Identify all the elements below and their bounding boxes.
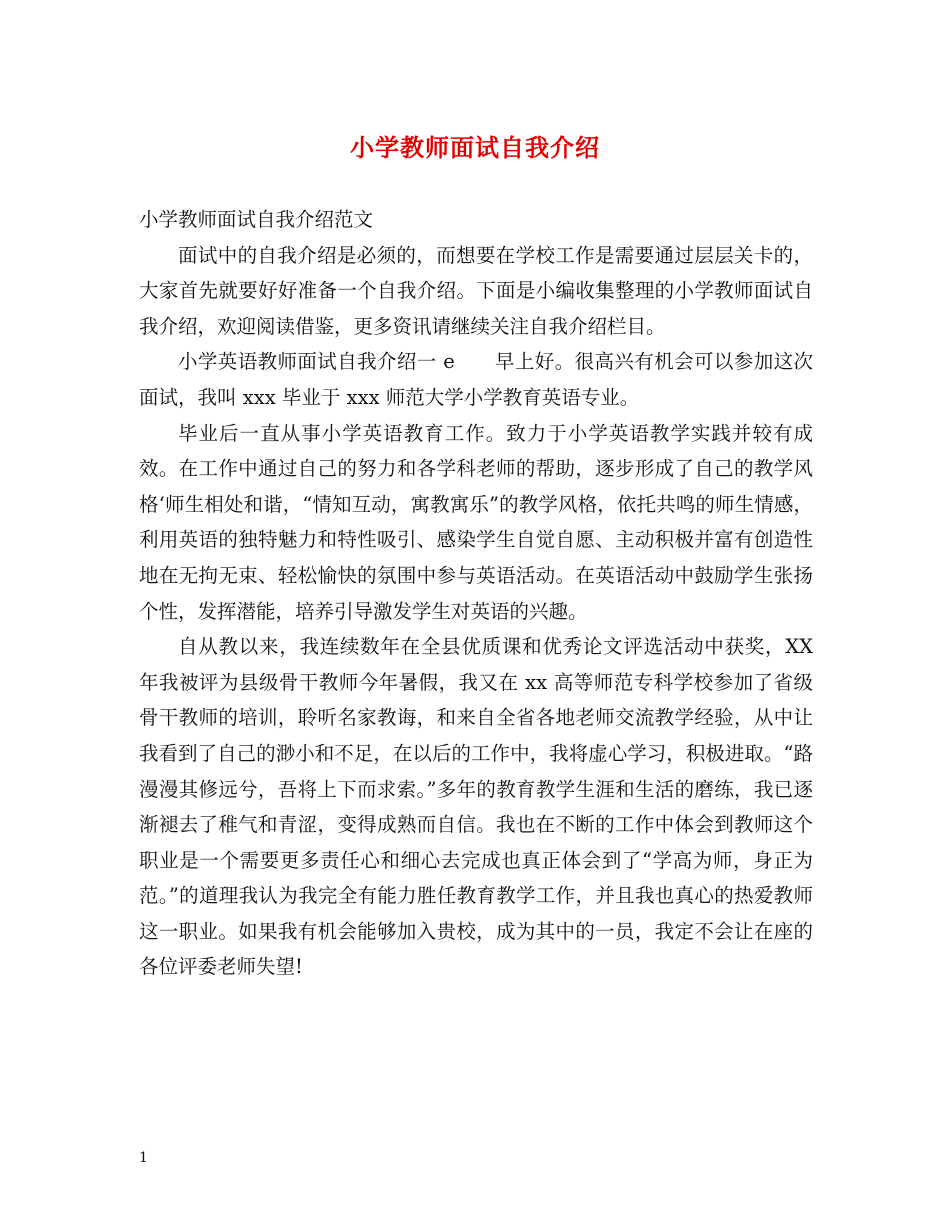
document-body xyxy=(139,202,813,985)
document-subtitle: 小学教师面试自我介绍范文 xyxy=(139,208,374,231)
paragraph-achievements: 自从教以来，我连续数年在全县优质课和优秀论文评选活动中获奖，XX 年我被评为县级骨干教师今年暑假，我又在 xx 高等师范专科学校参加了省级骨干教师的培训，聆听名家教诲，和来自全省各地老师交流教学经验，从中让我看到了自己的渺小和不足，在以后的工作中，我将虚心学习，积极进取。“路漫漫其修远兮，吾将上下而求索。”多年的教育教学生涯和生活的磨练，我已逐渐褪去了稚气和青涩，变得成熟而自信。我也在不断的工作中体会到教师这个职业是一个需要更多责任心和细心去完成也真正体会到了“学高为师，身正为范。”的道理我认为我完全有能力胜任教育教学工作，并且我也真心的热爱教师这一职业。如果我有机会能够加入贵校，成为其中的一员，我定不会让在座的各位评委老师失望! xyxy=(139,635,813,979)
page-number: 1 xyxy=(139,1150,148,1166)
paragraph-experience: 毕业后一直从事小学英语教育工作。致力于小学英语教学实践并较有成效。在工作中通过自己的努力和各学科老师的帮助，逐步形成了自己的教学风格‘师生相处和谐，“情知互动，寓教寓乐”的教学风格，依托共鸣的师生情感，利用英语的独特魅力和特性吸引、感染学生自觉自愿、主动积极并富有创造性地在无拘无束、轻松愉快的氛围中参与英语活动。在英语活动中鼓励学生张扬个性，发挥潜能，培养引导激发学生对英语的兴趣。 xyxy=(139,421,813,623)
document-title: 小学教师面试自我介绍 xyxy=(350,133,600,162)
paragraph-greeting: 小学英语教师面试自我介绍一 e 早上好。很高兴有机会可以参加这次面试，我叫 xxx 毕业于 xxx 师范大学小学教育英语专业。 xyxy=(139,350,813,409)
paragraph-intro: 面试中的自我介绍是必须的，而想要在学校工作是需要通过层层关卡的，大家首先就要好好准备一个自我介绍。下面是小编收集整理的小学教师面试自我介绍，欢迎阅读借鉴，更多资讯请继续关注自我介绍栏目。 xyxy=(139,243,813,338)
